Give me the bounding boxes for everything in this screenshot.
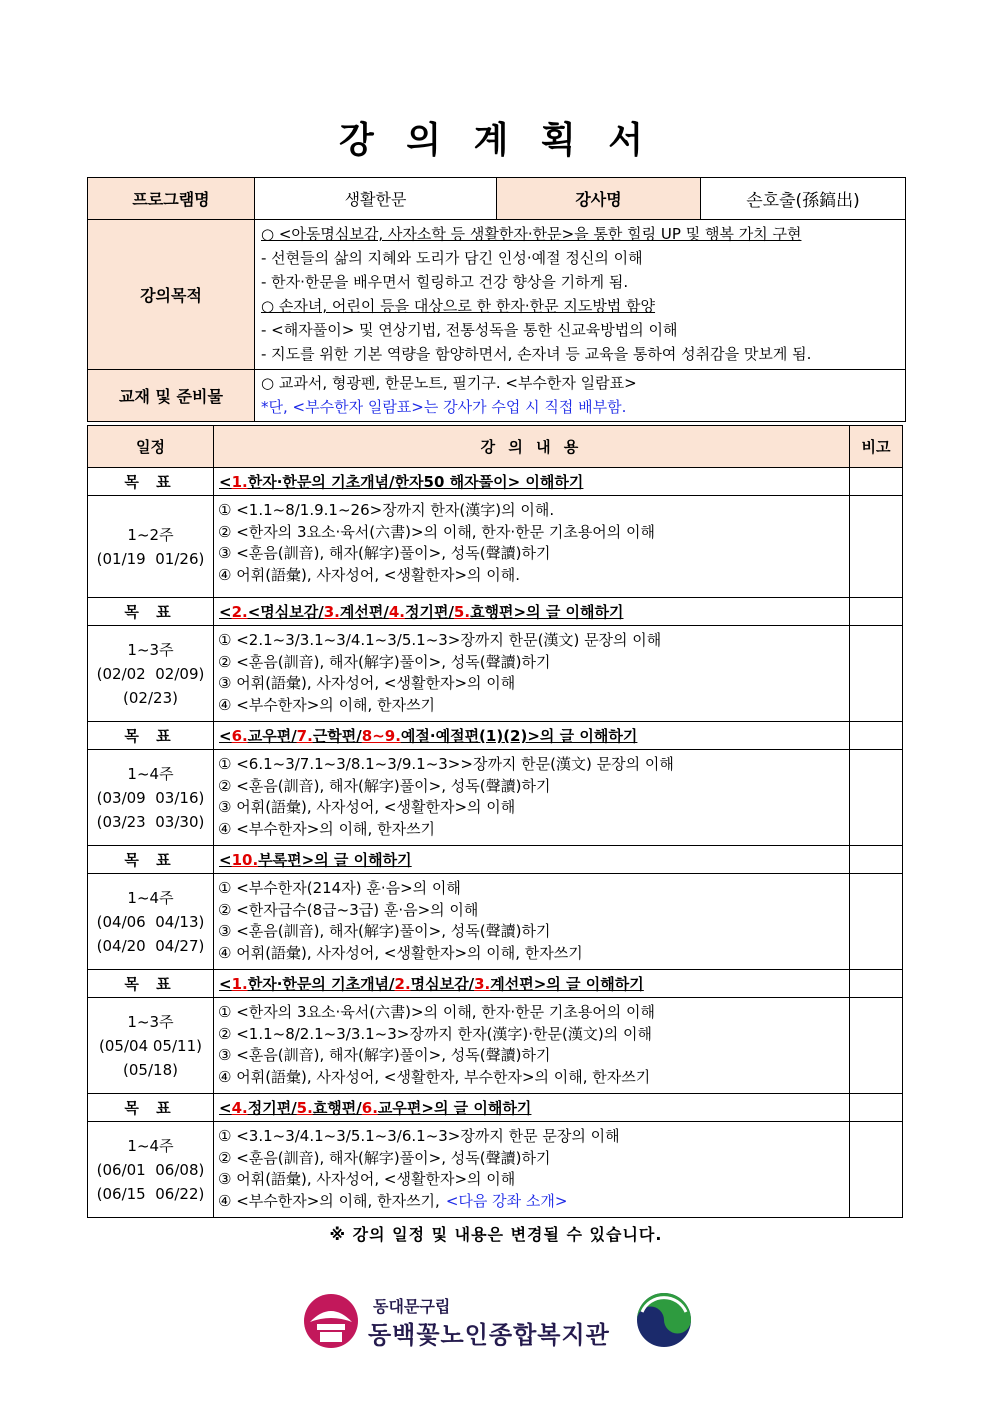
info-table [87,177,906,422]
goal-segment: 계선편>의 글 이해하기 [490,975,644,993]
purpose-line: - 한자·한문을 배우면서 힐링하고 건강 향상을 기하게 됨. [261,273,629,291]
content-item-text: ① <한자의 3요소·육서(六書)>의 이해, 한자·한문 기초용어의 이해 [218,1003,656,1021]
week-cell [88,750,214,846]
goal-segment: < [219,851,232,869]
content-item-text: ④ <부수한자>의 이해, 한자쓰기 [218,819,436,838]
goal-note-cell [850,1094,903,1122]
goal-segment: 8~9. [361,727,401,745]
content-item-text: ② <한자급수(8급~3급) 훈·음>의 이해 [218,900,479,919]
content-cell [214,998,850,1094]
goal-segment: 예절·예절편(1)(2)>의 글 이해하기 [400,727,638,745]
content-item [218,565,849,587]
goal-text-inner [219,851,412,869]
week-line: (05/04 05/11) [99,1036,202,1055]
goal-text-inner [219,975,644,993]
content-item-text: ② <훈음(訓音), 해자(解字)풀이>, 성독(聲讀)하기 [218,776,551,795]
note-header: 비고 [850,426,903,468]
content-item [218,900,849,922]
content-item [218,500,849,522]
org-district: 동대문구립 [373,1297,451,1316]
content-cell [214,626,850,722]
camellia-emblem-icon [300,1292,362,1350]
content-header: 강 의 내 용 [214,426,850,468]
content-item [218,522,849,544]
content-item-text: ④ 어휘(語彙), 사자성어, <생활한자>의 이해, 한자쓰기 [218,943,583,962]
week-line: 1~3주 [127,640,174,659]
goal-label: 목 표 [88,722,214,750]
content-item-text: ③ 어휘(語彙), 사자성어, <생활한자>의 이해 [218,798,516,816]
content-item [218,630,849,652]
content-item-text: ② <훈음(訓音), 해자(解字)풀이>, 성독(聲讀)하기 [218,1148,551,1167]
content-item-text: ② <1.1~8/2.1~3/3.1~3>장까지 한자(漢字)·한문(漢文)의 이해 [218,1024,652,1043]
goal-segment: 2. [394,975,411,993]
purpose-line: - <해자풀이> 및 연상기법, 전통성독을 통한 신교육방법의 이해 [261,321,678,339]
schedule-header: 일정 [88,426,214,468]
week-cell [88,998,214,1094]
taegeuk-emblem-icon [636,1292,692,1348]
goal-segment: 교우편>의 글 이해하기 [377,1099,532,1117]
goal-segment: 정기편/ [247,1099,297,1117]
content-cell [214,1122,850,1218]
goal-segment: 3. [323,603,340,621]
goal-segment: 효행편/ [312,1099,362,1117]
program-label: 프로그램명 [88,178,255,220]
goal-note-cell [850,468,903,496]
goal-segment: 교우편/ [247,727,297,745]
materials-line: ○ 교과서, 형광펜, 한문노트, 필기구. <부수한자 일람표> [261,374,637,392]
note-cell [850,750,903,846]
goal-label: 목 표 [88,846,214,874]
goal-segment: < [219,1099,232,1117]
note-cell [850,998,903,1094]
goal-segment: 1. [231,473,248,491]
week-line: (04/20 04/27) [96,936,205,955]
content-item-text: ③ <훈음(訓音), 해자(解字)풀이>, 성독(聲讀)하기 [218,544,551,562]
content-cell [214,750,850,846]
goal-segment: 7. [296,727,313,745]
schedule-table [87,425,903,1218]
week-line: 1~4주 [127,888,174,907]
note-cell [850,1122,903,1218]
week-line: (02/23) [123,688,178,707]
goal-text-inner [219,727,637,745]
purpose-line: ○ <아동명심보감, 사자소학 등 생활한자·한문>을 통한 힐링 UP 및 행복 가치 구현 [261,225,802,243]
content-item [218,943,849,965]
note-cell [850,496,903,598]
goal-segment: 4. [388,603,405,621]
purpose-content [255,220,906,370]
week-line: (04/06 04/13) [96,912,205,931]
content-item-text: ④ <부수한자>의 이해, 한자쓰기 [218,695,436,714]
goal-note-cell [850,722,903,750]
goal-text [214,970,850,998]
content-item [218,1191,849,1213]
goal-segment: < [219,727,232,745]
content-item [218,1148,849,1170]
org-name: 동백꽃노인종합복지관 [368,1321,610,1349]
goal-label: 목 표 [88,598,214,626]
goal-text [214,722,850,750]
goal-segment: 효행편>의 글 이해하기 [470,603,624,621]
purpose-line: - 선현들의 삶의 지혜와 도리가 담긴 인성·예절 정신의 이해 [261,249,643,267]
content-item [218,1002,849,1024]
org-logo [300,1290,692,1350]
content-item [218,1067,849,1089]
note-cell [850,626,903,722]
goal-text-inner [219,603,624,621]
content-item [218,652,849,674]
content-item-text: ② <훈음(訓音), 해자(解字)풀이>, 성독(聲讀)하기 [218,652,551,671]
goal-segment: < [219,473,232,491]
week-line: (01/19 01/26) [96,549,205,568]
week-line: (06/01 06/08) [96,1160,205,1179]
goal-segment: 6. [231,727,248,745]
purpose-line: - 지도를 위한 기본 역량을 함양하면서, 손자녀 등 교육을 통하여 성취감을 맛보게 됨. [261,345,812,363]
goal-segment: <명심보감/ [247,603,324,621]
goal-segment: 10. [231,851,259,869]
goal-label: 목 표 [88,468,214,496]
goal-segment: 4. [231,1099,248,1117]
content-item-text: ③ 어휘(語彙), 사자성어, <생활한자>의 이해 [218,1170,516,1188]
note-cell [850,874,903,970]
goal-text [214,1094,850,1122]
goal-segment: < [219,603,232,621]
content-item [218,1169,849,1191]
week-line: (03/09 03/16) [96,788,205,807]
content-item [218,921,849,943]
purpose-line: ○ 손자녀, 어린이 등을 대상으로 한 한자·한문 지도방법 함양 [261,297,656,315]
materials-note: *단, <부수한자 일람표>는 강사가 수업 시 직접 배부함. [261,398,627,416]
goal-text [214,846,850,874]
week-line: 1~4주 [127,1136,174,1155]
goal-text-inner [219,473,583,491]
goal-text-inner [219,1099,531,1117]
content-item [218,1126,849,1148]
next-course-note: <다음 강좌 소개> [445,1191,568,1210]
goal-label: 목 표 [88,1094,214,1122]
instructor-value: 손호출(孫鎬出) [701,178,906,220]
content-item [218,754,849,776]
goal-segment: 한자·한문의 기초개념/ [247,975,395,993]
materials-label: 교재 및 준비물 [88,370,255,422]
content-item-text: ① <2.1~3/3.1~3/4.1~3/5.1~3>장까지 한문(漢文) 문장의 이해 [218,631,662,649]
content-item [218,878,849,900]
goal-segment: 부록편>의 글 이해하기 [258,851,412,869]
week-cell [88,626,214,722]
instructor-label: 강사명 [497,178,701,220]
goal-text [214,598,850,626]
week-line: 1~3주 [127,1012,174,1031]
footer-note: ※ 강의 일정 및 내용은 변경될 수 있습니다. [329,1225,663,1244]
goal-segment: 6. [361,1099,378,1117]
program-value: 생활한문 [255,178,497,220]
content-item-text: ② <한자의 3요소·육서(六書)>의 이해, 한자·한문 기초용어의 이해 [218,522,656,541]
content-item [218,819,849,841]
goal-segment: 5. [453,603,471,621]
content-item [218,1045,849,1067]
content-cell [214,874,850,970]
week-cell [88,496,214,598]
goal-note-cell [850,598,903,626]
content-item [218,673,849,695]
content-item-text: ① <부수한자(214자) 훈·음>의 이해 [218,879,461,897]
content-item [218,776,849,798]
week-line: 1~2주 [127,525,174,544]
goal-segment: < [219,975,232,993]
content-item [218,1024,849,1046]
goal-note-cell [850,846,903,874]
goal-segment: 한자·한문의 기초개념/한자50 해자풀이> 이해하기 [247,473,584,491]
goal-note-cell [850,970,903,998]
goal-segment: 계선편/ [339,603,389,621]
goal-label: 목 표 [88,970,214,998]
content-item-text: ③ 어휘(語彙), 사자성어, <생활한자>의 이해 [218,674,516,692]
week-line: (03/23 03/30) [96,812,205,831]
week-line: (05/18) [123,1060,178,1079]
content-item-text: ③ <훈음(訓音), 해자(解字)풀이>, 성독(聲讀)하기 [218,922,551,940]
content-item [218,797,849,819]
content-item-text: ① <6.1~3/7.1~3/8.1~3/9.1~3>>장까지 한문(漢文) 문장의 이해 [218,755,674,773]
materials-content [255,370,906,422]
purpose-label: 강의목적 [88,220,255,370]
content-cell [214,496,850,598]
goal-segment: 2. [231,603,248,621]
goal-segment: 3. [474,975,491,993]
content-item-text: ④ 어휘(語彙), 사자성어, <생활한자, 부수한자>의 이해, 한자쓰기 [218,1067,651,1086]
goal-segment: 명심보감/ [410,975,475,993]
week-cell [88,1122,214,1218]
week-line: (06/15 06/22) [96,1184,205,1203]
content-item-text: ③ <훈음(訓音), 해자(解字)풀이>, 성독(聲讀)하기 [218,1046,551,1064]
week-cell [88,874,214,970]
goal-segment: 정기편/ [404,603,454,621]
content-item-text: ① <1.1~8/1.9.1~26>장까지 한자(漢字)의 이해. [218,501,555,519]
goal-segment: 1. [231,975,248,993]
content-item-text: ① <3.1~3/4.1~3/5.1~3/6.1~3>장까지 한문 문장의 이해 [218,1127,620,1145]
content-item-text: ④ <부수한자>의 이해, 한자쓰기, [218,1191,440,1210]
goal-text [214,468,850,496]
content-item [218,695,849,717]
week-line: (02/02 02/09) [96,664,205,683]
goal-segment: 근학편/ [312,727,362,745]
goal-segment: 5. [296,1099,313,1117]
content-item [218,543,849,565]
week-line: 1~4주 [127,764,174,783]
page-title: 강 의 계 획 서 [338,120,653,161]
content-item-text: ④ 어휘(語彙), 사자성어, <생활한자>의 이해. [218,565,521,584]
